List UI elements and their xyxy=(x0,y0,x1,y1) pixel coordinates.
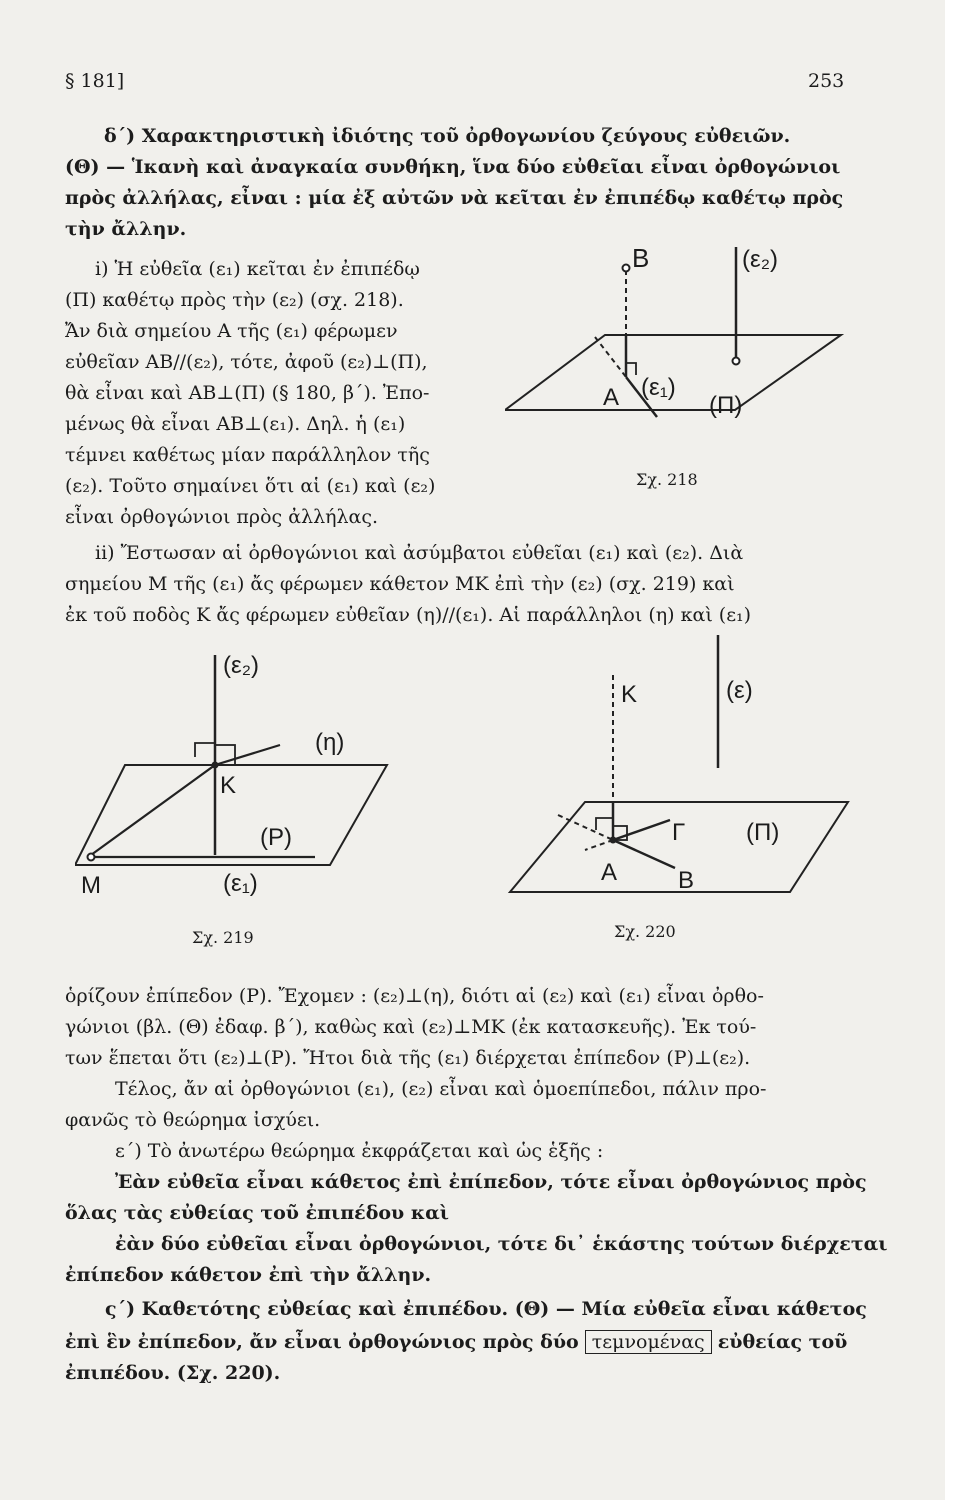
fig218-label-P: (Π) xyxy=(709,392,743,419)
text-line: εὐθεῖαν ΑΒ//(ε₂), τότε, ἀφοῦ (ε₂)⊥(Π), xyxy=(65,351,428,373)
text-line: πρὸς ἀλλήλας, εἶναι : μία ἐξ αὐτῶν νὰ κεῖται ἐν ἐπιπέδῳ καθέτῳ πρὸς xyxy=(65,187,844,209)
figure-220-drawing xyxy=(500,630,850,920)
text-line: γώνιοι (βλ. (Θ) ἐδαφ. β΄), καθὼς καὶ (ε₂)⊥ΜΚ (ἐκ κατασκευῆς). Ἐκ τού- xyxy=(65,1016,757,1038)
heading-stigma: ς΄) Καθετότης εὐθείας καὶ ἐπιπέδου. (Θ) — Μία εὐθεῖα εἶναι κάθετος xyxy=(105,1298,867,1320)
text-line: μένως θὰ εἶναι ΑΒ⊥(ε₁). Δηλ. ἡ (ε₁) xyxy=(65,413,406,435)
text-line: σημείου Μ τῆς (ε₁) ἄς φέρωμεν κάθετον ΜΚ ἐπὶ τὴν (ε₂) (σχ. 219) καὶ xyxy=(65,573,735,595)
text-line: φανῶς τὸ θεώρημα ἰσχύει. xyxy=(65,1109,321,1131)
text-line: i) Ἡ εὐθεῖα (ε₁) κεῖται ἐν ἐπιπέδῳ xyxy=(95,258,420,280)
text-line: τὴν ἄλλην. xyxy=(65,218,187,240)
fig219-label-K: K xyxy=(220,772,237,799)
caption-220: Σχ. 220 xyxy=(614,922,676,941)
page-edge xyxy=(945,0,961,1500)
text-line: ii) Ἔστωσαν αἱ ὀρθογώνιοι καὶ ἀσύμβατοι εὐθεῖαι (ε₁) καὶ (ε₂). Διὰ xyxy=(95,542,744,564)
boxed-word: τεμνομένας xyxy=(585,1330,712,1354)
fig219-label-M: M xyxy=(81,872,101,899)
heading-epsilon: ε΄) Τὸ ἀνωτέρω θεώρημα ἐκφράζεται καὶ ὡς ἑξῆς : xyxy=(115,1140,604,1162)
figure-220 xyxy=(500,630,850,920)
fig219-label-e1: (ε₁) xyxy=(223,870,258,897)
fig220-label-B: B xyxy=(678,867,695,894)
fig219-label-P: (P) xyxy=(260,824,292,851)
fig219-label-eta: (η) xyxy=(315,729,345,756)
text-line: (ε₂). Τοῦτο σημαίνει ὅτι αἱ (ε₁) καὶ (ε₂) xyxy=(65,475,436,497)
text-line: (Π) καθέτῳ πρὸς τὴν (ε₂) (σχ. 218). xyxy=(65,289,404,311)
fig218-label-A: A xyxy=(603,384,620,411)
text-line: Τέλος, ἄν αἱ ὀρθογώνιοι (ε₁), (ε₂) εἶναι καὶ ὁμοεπίπεδοι, πάλιν προ- xyxy=(115,1078,767,1100)
text-line-boxed-word xyxy=(65,1328,847,1356)
text-line: ἐπιπέδου. (Σχ. 220). xyxy=(65,1362,281,1384)
text-fragment: ἐπὶ ἓν ἐπίπεδον, ἄν εἶναι ὀρθογώνιος πρὸς δύο xyxy=(65,1331,579,1353)
text-line: (Θ) — Ἱκανὴ καὶ ἀναγκαία συνθήκη, ἵνα δύο εὐθεῖαι εἶναι ὀρθογώνιοι xyxy=(65,156,841,178)
fig218-label-e1: (ε₁) xyxy=(641,374,676,401)
fig219-label-e2: (ε₂) xyxy=(223,652,259,679)
fig220-label-G: Γ xyxy=(672,819,686,846)
text-line: ἐκ τοῦ ποδὸς Κ ἄς φέρωμεν εὐθεῖαν (η)//(ε₁). Αἱ παράλληλοι (η) καὶ (ε₁) xyxy=(65,604,752,626)
text-line: ὁρίζουν ἐπίπεδον (Ρ). Ἔχομεν : (ε₂)⊥(η), διότι αἱ (ε₂) καὶ (ε₁) εἶναι ὀρθο- xyxy=(65,985,764,1007)
heading-delta: δ΄) Χαρακτηριστικὴ ἰδιότης τοῦ ὀρθογωνίου ζεύγους εὐθειῶν. xyxy=(104,125,791,147)
page-number: 253 xyxy=(808,70,845,92)
fig220-label-A: A xyxy=(601,859,618,886)
text-line: ἐὰν δύο εὐθεῖαι εἶναι ὀρθογώνιοι, τότε δι᾽ ἑκάστης τούτων διέρχεται xyxy=(115,1233,888,1255)
text-line: τέμνει καθέτως μίαν παράλληλον τῆς xyxy=(65,444,430,466)
figure-219 xyxy=(75,645,405,915)
fig220-label-K: K xyxy=(621,681,638,708)
text-line: ὅλας τὰς εὐθείας τοῦ ἐπιπέδου καὶ xyxy=(65,1202,449,1224)
fig220-label-e: (ε) xyxy=(726,677,753,704)
figure-218 xyxy=(505,235,845,435)
text-line: Ἐὰν εὐθεῖα εἶναι κάθετος ἐπὶ ἐπίπεδον, τότε εἶναι ὀρθογώνιος πρὸς xyxy=(115,1171,867,1193)
section-reference: § 181] xyxy=(65,70,125,92)
figure-218-drawing xyxy=(505,235,845,435)
text-fragment: εὐθείας τοῦ xyxy=(717,1331,848,1353)
caption-219: Σχ. 219 xyxy=(192,928,254,947)
fig218-label-B: B xyxy=(632,243,650,273)
figure-219-drawing xyxy=(75,645,405,915)
text-line: εἶναι ὀρθογώνιοι πρὸς ἀλλήλας. xyxy=(65,506,379,528)
text-line: θὰ εἶναι καὶ ΑΒ⊥(Π) (§ 180, β΄). Ἐπο- xyxy=(65,382,430,404)
text-line: Ἄν διὰ σημείου Α τῆς (ε₁) φέρωμεν xyxy=(65,320,398,342)
fig218-label-e2: (ε₂) xyxy=(742,246,778,273)
text-line: των ἕπεται ὅτι (ε₂)⊥(Ρ). Ἤτοι διὰ τῆς (ε₁) διέρχεται ἐπίπεδον (Ρ)⊥(ε₂). xyxy=(65,1047,751,1069)
caption-218: Σχ. 218 xyxy=(636,470,698,489)
text-line: ἐπίπεδον κάθετον ἐπὶ τὴν ἄλλην. xyxy=(65,1264,432,1286)
fig220-label-P: (Π) xyxy=(746,819,780,846)
